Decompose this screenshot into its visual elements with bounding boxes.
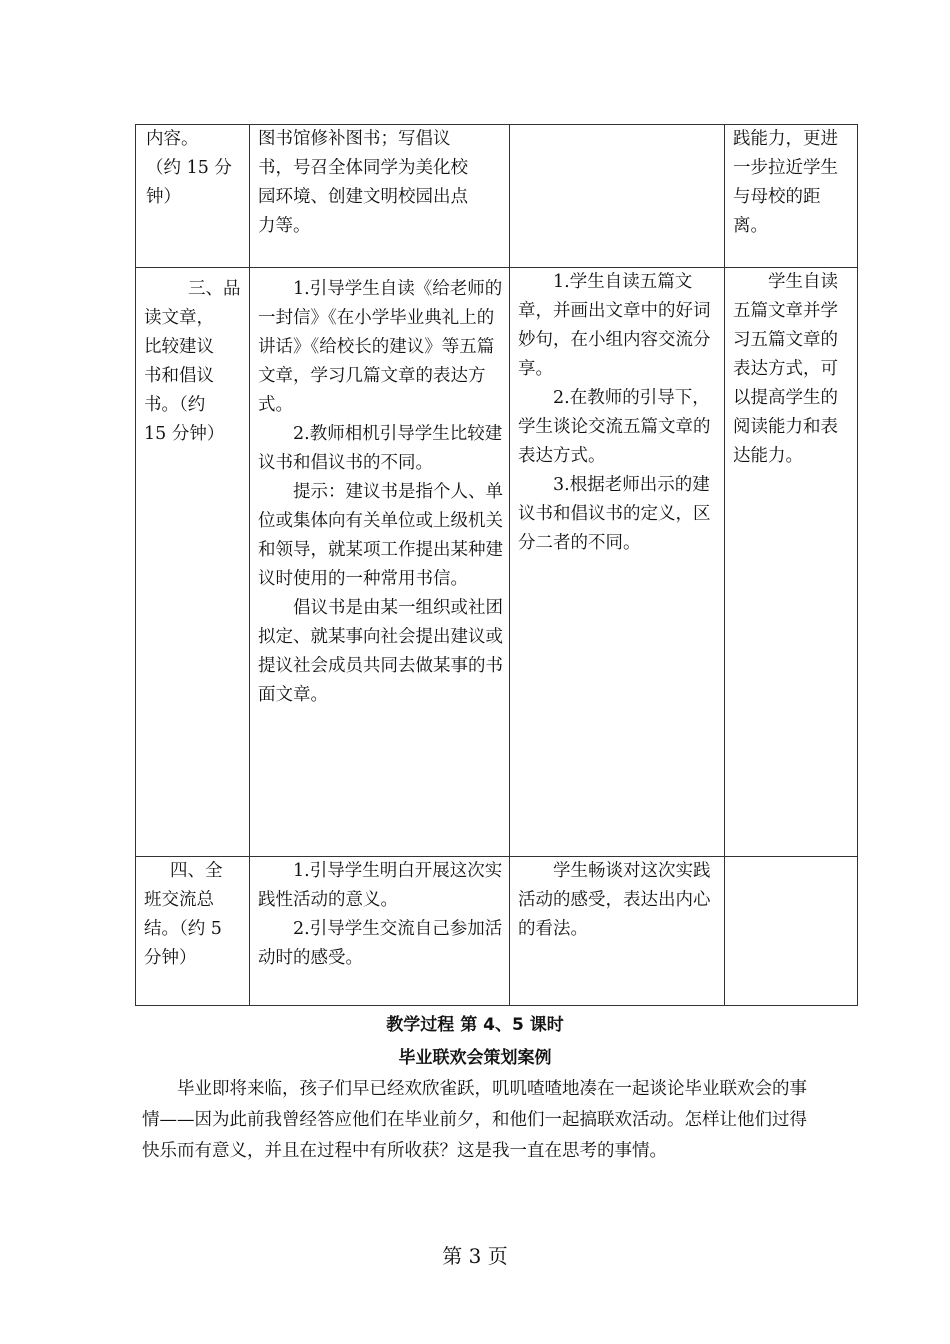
teacher-activity-cell: [250, 125, 510, 268]
teacher-paragraph: 1.引导学生自读《给老师的一封信》《在小学毕业典礼上的讲话》《给校长的建议》等五篇文章，学习几篇文章的表达方式。: [258, 279, 503, 415]
page-number: 第 3 页: [442, 1244, 508, 1268]
stage-cell: [136, 857, 250, 1006]
stage-line: 书和倡议: [144, 366, 214, 386]
stage-cell: [136, 125, 250, 268]
student-paragraph: 学生畅谈对这次实践活动的感受，表达出内心的看法。: [518, 861, 711, 939]
teacher-line: 力等。: [258, 216, 311, 236]
stage-line: 读文章，: [144, 308, 214, 328]
student-activity-cell: [510, 125, 725, 268]
student-paragraph: 3.根据老师出示的建议书和倡议书的定义，区分二者的不同。: [518, 475, 711, 553]
purpose-line: 践能力，更进: [733, 129, 838, 149]
stage-line: 内容。: [146, 129, 199, 149]
table-row: [136, 268, 858, 857]
teacher-paragraph: 1.引导学生明白开展这次实践性活动的意义。: [258, 861, 503, 910]
purpose-paragraph: 学生自读五篇文章并学习五篇文章的表达方式，可以提高学生的阅读能力和表达能力。: [733, 272, 838, 466]
case-title: 毕业联欢会策划案例: [398, 1048, 552, 1068]
stage-line: 比较建议: [144, 337, 214, 357]
stage-line: 钟）: [146, 187, 181, 207]
teacher-paragraph: 提示：建议书是指个人、单位或集体向有关单位或上级机关和领导，就某项工作提出某种建议时使用的一种常用书信。: [258, 482, 503, 589]
teacher-activity-cell: [250, 268, 510, 857]
stage-line: （约 15 分: [146, 158, 232, 178]
purpose-line: 与母校的距: [733, 187, 821, 207]
teacher-line: 书，号召全体同学为美化校: [258, 158, 468, 178]
teacher-paragraph: 倡议书是由某一组织或社团拟定、就某事向社会提出建议或提议社会成员共同去做某事的书面文章。: [258, 598, 503, 705]
stage-line: 三、品: [188, 279, 241, 299]
purpose-cell: [725, 125, 858, 268]
student-activity-cell: [510, 857, 725, 1006]
section-heading: 教学过程 第 4、5 课时: [386, 1015, 564, 1035]
body-paragraph: 毕业即将来临，孩子们早已经欢欣雀跃，叽叽喳喳地凑在一起谈论毕业联欢会的事情——因为此前我曾经答应他们在毕业前夕，和他们一起搞联欢活动。怎样让他们过得快乐而有意义，并且在过程中有所收获？这是我一直在思考的事情。: [142, 1079, 807, 1161]
stage-cell: [136, 268, 250, 857]
teacher-paragraph: 2.教师相机引导学生比较建议书和倡议书的不同。: [258, 424, 503, 473]
stage-line: 分钟）: [144, 948, 197, 968]
stage-line: 书。（约: [144, 395, 206, 415]
purpose-line: 离。: [733, 216, 768, 236]
stage-line: 四、全: [170, 861, 223, 881]
teacher-line: 园环境、创建文明校园出点: [258, 187, 468, 207]
table-row: [136, 125, 858, 268]
purpose-line: 一步拉近学生: [733, 158, 838, 178]
student-paragraph: 1.学生自读五篇文章，并画出文章中的好词妙句，在小组内容交流分享。: [518, 272, 711, 379]
teacher-line: 图书馆修补图书；写倡议: [258, 129, 451, 149]
stage-line: 班交流总: [144, 890, 214, 910]
purpose-cell: [725, 268, 858, 857]
stage-line: 结。（约 5: [144, 919, 222, 939]
student-paragraph: 2.在教师的引导下，学生谈论交流五篇文章的表达方式。: [518, 388, 711, 466]
stage-line: 15 分钟）: [144, 424, 225, 444]
table-row: [136, 857, 858, 1006]
purpose-cell: [725, 857, 858, 1006]
teacher-paragraph: 2.引导学生交流自己参加活动时的感受。: [258, 919, 503, 968]
lesson-plan-table: [135, 124, 858, 1006]
teacher-activity-cell: [250, 857, 510, 1006]
student-activity-cell: [510, 268, 725, 857]
